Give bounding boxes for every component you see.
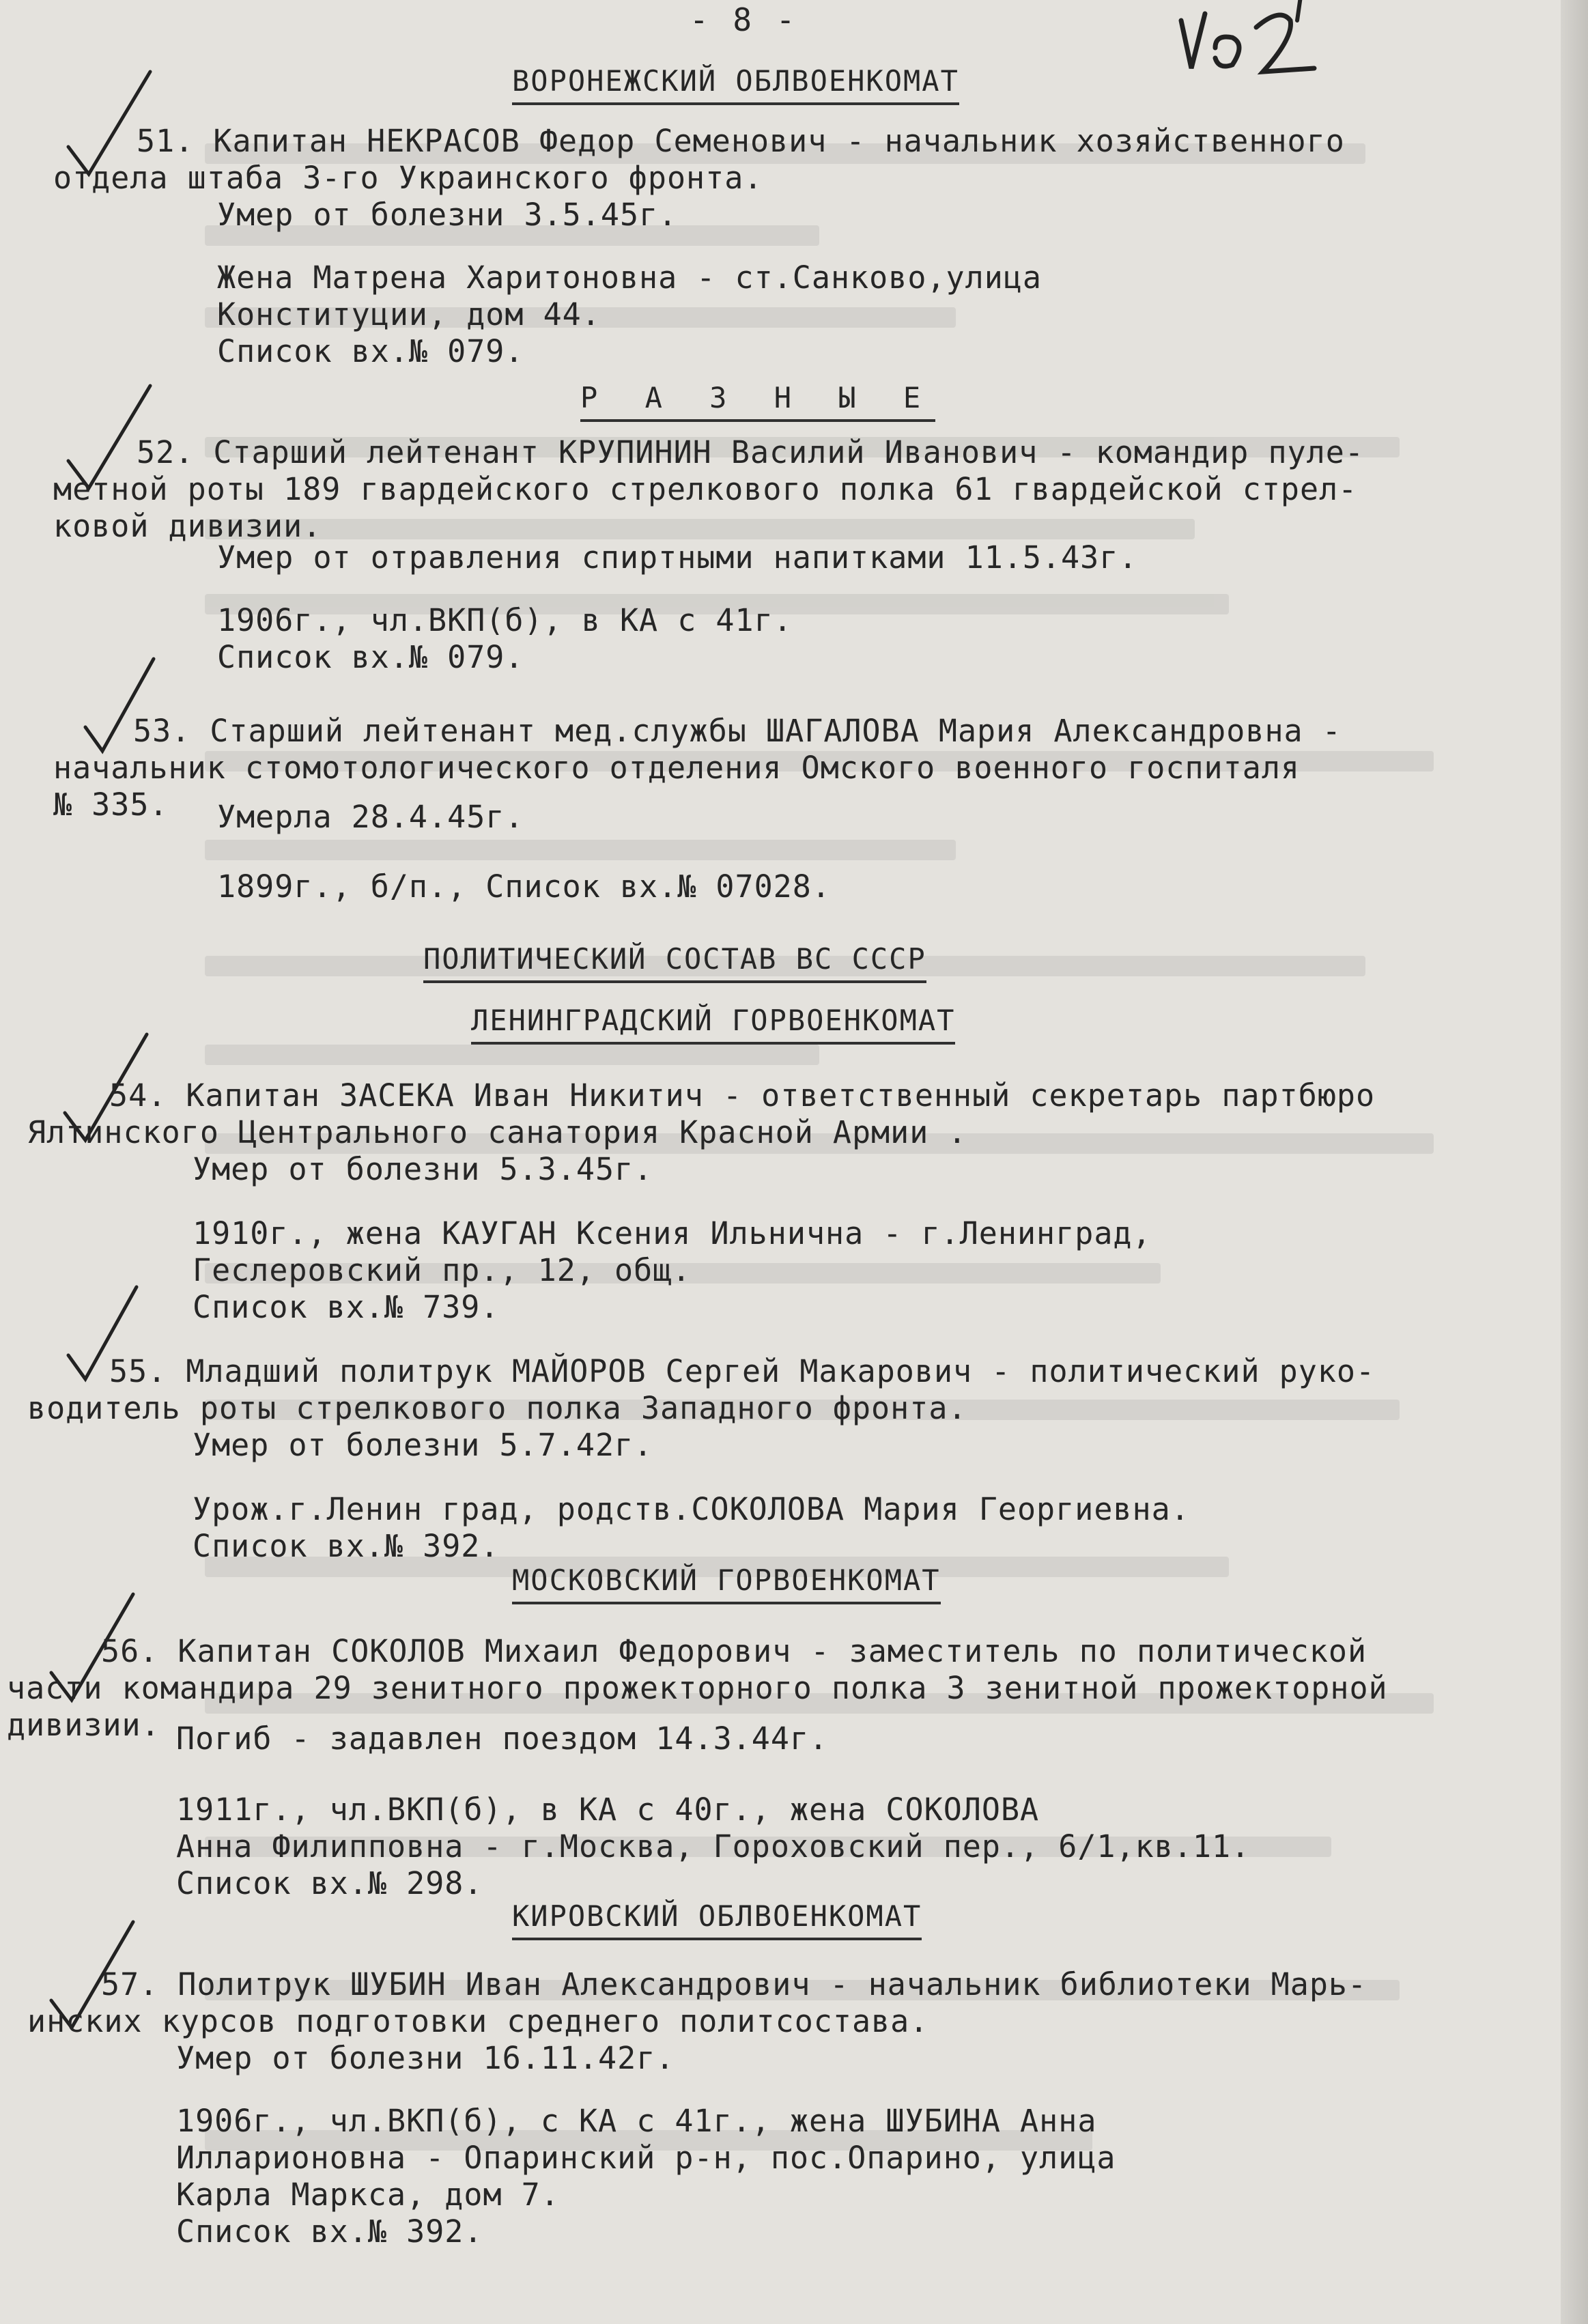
entry-line: 53. Старший лейтенант мед.службы ШАГАЛОВА Мария Александровна - xyxy=(133,713,1342,749)
entry-line: Жена Матрена Харитоновна - ст.Санково,улица xyxy=(217,259,1042,296)
entry-line: водитель роты стрелкового полка Западного фронта. xyxy=(27,1390,967,1426)
entry-line: Карла Маркса, дом 7. xyxy=(176,2177,560,2213)
corner-handwritten-number xyxy=(1167,0,1324,96)
section-heading: ПОЛИТИЧЕСКИЙ СОСТАВ ВС СССР xyxy=(423,941,926,983)
entry-line: Анна Филипповна - г.Москва, Гороховский пер., 6/1,кв.11. xyxy=(176,1828,1251,1865)
entry-line: 57. Политрук ШУБИН Иван Александрович - начальник библиотеки Марь- xyxy=(101,1966,1367,2002)
entry-line: Список вх.№ 739. xyxy=(193,1289,500,1325)
entry-line: 52. Старший лейтенант КРУПИНИН Василий Иванович - командир пуле- xyxy=(137,434,1364,470)
entry-line: отдела штаба 3-го Украинского фронта. xyxy=(53,160,763,196)
entry-line: Конституции, дом 44. xyxy=(217,296,601,332)
section-heading: Р А З Н Ы Е xyxy=(580,380,935,422)
entry-line: инских курсов подготовки среднего политсостава. xyxy=(27,2003,929,2039)
entry-line: метной роты 189 гвардейского стрелкового полка 61 гвардейской стрел- xyxy=(53,471,1358,507)
section-heading: ВОРОНЕЖСКИЙ ОБЛВОЕНКОМАТ xyxy=(512,63,959,105)
entry-line: Илларионовна - Опаринский р-н, пос.Опарино, улица xyxy=(176,2140,1116,2176)
entry-line: 55. Младший политрук МАЙОРОВ Сергей Макарович - политический руко- xyxy=(109,1353,1376,1389)
section-heading: ЛЕНИНГРАДСКИЙ ГОРВОЕНКОМАТ xyxy=(471,1002,955,1045)
entry-line: № 335. xyxy=(53,787,169,823)
entry-line: 56. Капитан СОКОЛОВ Михаил Федорович - заместитель по политической xyxy=(101,1633,1367,1669)
entry-line: 54. Капитан ЗАСЕКА Иван Никитич - ответственный секретарь партбюро xyxy=(109,1077,1376,1114)
entry-line: Список вх.№ 079. xyxy=(217,333,524,369)
entry-line: 51. Капитан НЕКРАСОВ Федор Семенович - начальник хозяйственного xyxy=(137,123,1345,159)
entry-line: Умер от болезни 5.7.42г. xyxy=(193,1427,653,1463)
entry-line: Умер от болезни 3.5.45г. xyxy=(217,197,678,233)
section-heading: КИРОВСКИЙ ОБЛВОЕНКОМАТ xyxy=(512,1898,922,1940)
entry-line: Список вх.№ 079. xyxy=(217,639,524,675)
entry-line: Погиб - задавлен поездом 14.3.44г. xyxy=(176,1720,829,1757)
entry-line: Список вх.№ 392. xyxy=(193,1528,500,1564)
entry-line: Геслеровский пр., 12, общ. xyxy=(193,1252,692,1288)
entry-line: 1899г., б/п., Список вх.№ 07028. xyxy=(217,868,831,905)
entry-line: дивизии. xyxy=(7,1707,160,1743)
entry-line: Умер от отравления спиртными напитками 11.5.43г. xyxy=(217,539,1138,576)
entry-line: 1906г., чл.ВКП(б), в КА с 41г. xyxy=(217,602,793,638)
section-heading: МОСКОВСКИЙ ГОРВОЕНКОМАТ xyxy=(512,1562,941,1604)
entry-line: 1906г., чл.ВКП(б), с КА с 41г., жена ШУБИНА Анна xyxy=(176,2103,1097,2139)
page-edge-shadow xyxy=(1561,0,1588,2324)
entry-line: Умер от болезни 16.11.42г. xyxy=(176,2040,675,2076)
entry-line: 1911г., чл.ВКП(б), в КА с 40г., жена СОКОЛОВА xyxy=(176,1791,1040,1828)
entry-line: начальник стомотологического отделения Омского военного госпиталя xyxy=(53,750,1300,786)
entry-line: Умерла 28.4.45г. xyxy=(217,799,524,835)
entry-line: Ялтинского Центрального санатория Красной Армии . xyxy=(27,1114,967,1150)
entry-line: Список вх.№ 298. xyxy=(176,1865,483,1901)
entry-line: части командира 29 зенитного прожекторного полка 3 зенитной прожекторной xyxy=(7,1670,1388,1706)
entry-line: 1910г., жена КАУГАН Ксения Ильнична - г.Ленинград, xyxy=(193,1215,1152,1251)
page-number: - 8 - xyxy=(690,1,798,38)
entry-line: Список вх.№ 392. xyxy=(176,2213,483,2250)
entry-line: Урож.г.Ленин град, родств.СОКОЛОВА Мария Георгиевна. xyxy=(193,1491,1190,1527)
entry-line: Умер от болезни 5.3.45г. xyxy=(193,1151,653,1187)
entry-line: ковой дивизии. xyxy=(53,508,322,544)
